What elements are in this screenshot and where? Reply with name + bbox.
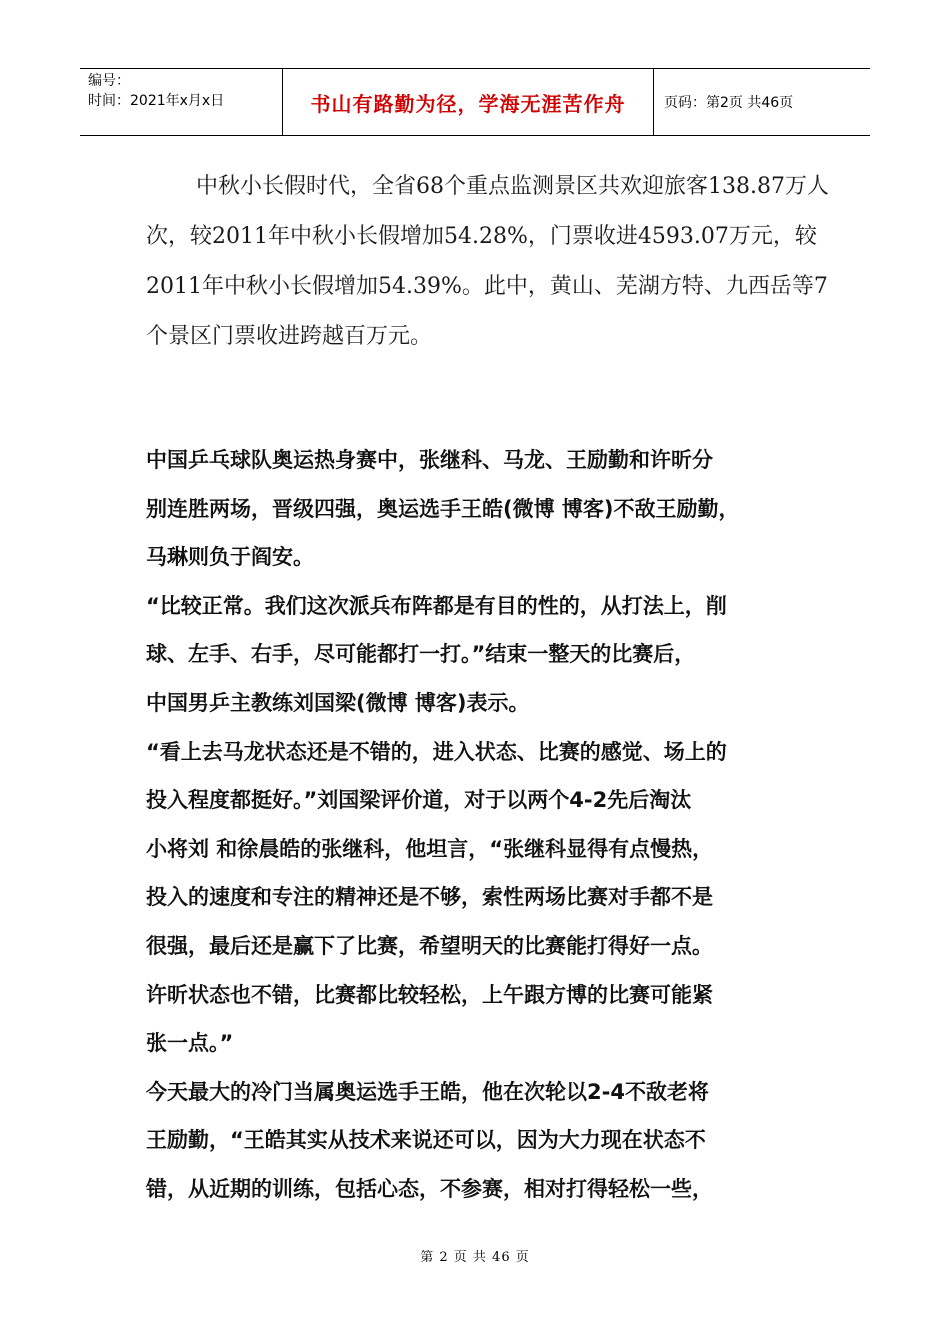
body-line: 马琳则负于阎安。 xyxy=(146,545,314,570)
body-line: “比较正常。我们这次派兵布阵都是有目的性的，从打法上，削 xyxy=(146,593,727,618)
body-line: 今天最大的冷门当属奥运选手王皓，他在次轮以2-4不敌老将 xyxy=(146,1079,709,1104)
body-line: 错，从近期的训练，包括心态，不参赛，相对打得轻松一些， xyxy=(146,1176,713,1201)
body-line: 别连胜两场，晋级四强，奥运选手王皓(微博 博客)不敌王励勤， xyxy=(146,496,740,521)
intro-paragraph: 中秋小长假时代，全省68个重点监测景区共欢迎旅客138.87万人次，较2011年中秋小长假增加54.28%，门票收进4593.07万元，较2011年中秋小长假增加54.39%。此中，黄山、芜湖方特、九西岳等7个景区门票收进跨越百万元。 xyxy=(146,174,829,349)
article-body xyxy=(146,436,826,1214)
time-label: 时间：2021年x月x日 xyxy=(88,93,225,109)
body-line: 中国男乒主教练刘国梁(微博 博客)表示。 xyxy=(146,690,530,715)
body-line: 王励勤，“王皓其实从技术来说还可以，因为大力现在状态不 xyxy=(146,1128,706,1153)
header-page-info: 页码：第2页 共46页 xyxy=(664,95,794,111)
header-motto: 书山有路勤为径，学海无涯苦作舟 xyxy=(282,69,654,135)
header-meta xyxy=(80,69,282,135)
body-line: 很强，最后还是赢下了比赛，希望明天的比赛能打得好一点。 xyxy=(146,933,713,958)
page-header xyxy=(80,68,870,136)
body-line: 小将刘 和徐晨皓的张继科，他坦言，“张继科显得有点慢热， xyxy=(146,836,714,861)
body-line: 张一点。” xyxy=(146,1031,234,1056)
body-line: 许昕状态也不错，比赛都比较轻松，上午跟方博的比赛可能紧 xyxy=(146,982,713,1007)
page-footer: 第 2 页 共 46 页 xyxy=(420,1250,530,1265)
intro-paragraph-block xyxy=(146,162,836,362)
body-line: 投入的速度和专注的精神还是不够，索性两场比赛对手都不是 xyxy=(146,885,713,910)
body-line: “看上去马龙状态还是不错的，进入状态、比赛的感觉、场上的 xyxy=(146,739,727,764)
number-label: 编号： xyxy=(88,73,130,89)
body-line: 中国乒乓球队奥运热身赛中，张继科、马龙、王励勤和许昕分 xyxy=(146,448,713,472)
body-line: 球、左手、右手，尽可能都打一打。”结束一整天的比赛后， xyxy=(146,642,696,667)
body-line: 投入程度都挺好。”刘国梁评价道，对于以两个4-2先后淘汰 xyxy=(146,788,692,813)
